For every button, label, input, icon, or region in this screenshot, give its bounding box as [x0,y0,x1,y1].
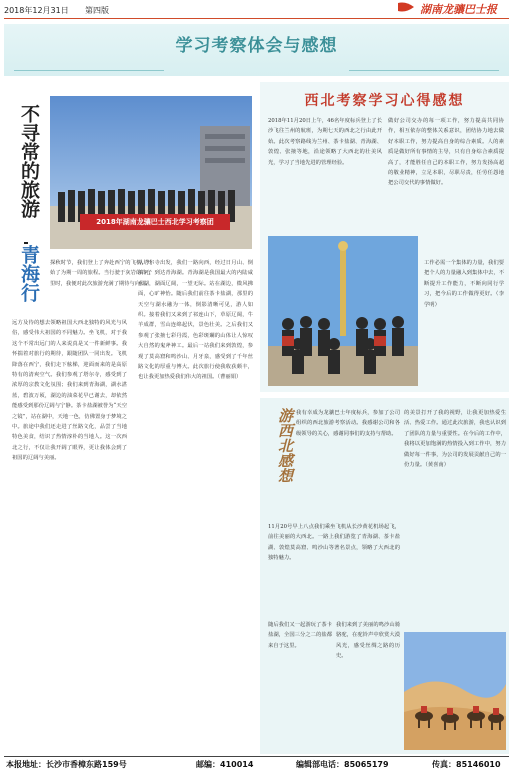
banner-rule-left [14,70,164,71]
masthead-logo [392,1,510,17]
right-bottom-text-4: 随后我们又一起游玩了茶卡盐湖，全国三分之二的盐都来自于这里。 [268,622,332,649]
group-photo [50,96,252,249]
left-article-text-3: 从塔尔寺出发，我们一路向西，经过日月山、倒淌河，到达青海湖。青海湖是我国最大的内陆咸水湖，湖面辽阔，一望无际。站在湖边，微风拂面，心旷神怡。随后我们前往茶卡盐湖，那里的天空与湖水融为一体，倒影清晰可见，游人如织。接着我们又来到了祁连山下，草原辽阔，牛羊成群，雪山连绵起伏，景色壮美。之后我们又参观了张掖七彩丹霞，色彩斑斓的山体让人惊叹大自然的鬼斧神工。最后一站我们来到敦煌，参观了莫高窟和鸣沙山、月牙泉，感受到了千年丝路文化的厚重与博大。此次旅行使我收获颇丰，也让我更加热爱我们伟大的祖国。（曹丽娟） [138,260,253,381]
group-photo-statue [268,236,418,386]
right-bottom-text-3: 11月20号早上八点我们乘坐飞机从长沙黄花机场起飞，前往美丽的大西北。一路上我们游览了青海湖、茶卡盐湖、敦煌莫高窟、鸣沙山等著名景点，领略了大西北的独特魅力。 [268,524,400,562]
right-bottom-text-5: 我们来到了美丽的鸣沙山骑骆驼，在驼铃声中欣赏大漠风光，感受丝绸之路的历史。 [336,622,400,660]
left-article-title: 不寻常的旅游 [18,104,40,218]
camel-desert-photo [404,632,506,750]
photo-banner-caption: 2018年湖南龙骧巴士西北学习考察团 [96,218,214,226]
right-bottom-text-2: 的美景打开了我的视野，让我更加热爱生活、热爱工作。通过此次旅游，我也认识到了团队的力量与重要性。在今后的工作中，我将以更加饱满的热情投入到工作中，努力做好每一件事，为公司的发展贡献自己的一份力量。（黄喜南） [404,410,506,469]
header-rule [4,18,509,19]
right-bottom-title: 游西北感想 [276,408,294,483]
banner-rule-right [349,70,499,71]
title-dash [24,242,28,244]
right-top-title: 西北考察学习心得感想 [304,93,465,109]
footer-address: 本报地址：长沙市香樟东路159号 [6,760,127,769]
footer-fax: 传真：85146010 [432,760,501,769]
right-top-text-1: 2018年11月20日上午，46名年度标兵登上了长沙飞往兰州的航班，为期七天的西北之行由此开始。此次考察路线为兰州、茶卡盐湖、青海湖、敦煌、张掖等地，沿途领略了大西北的壮美风光，学习了当地先进的管理经验。 [268,118,382,166]
footer-phone: 编辑部电话：85065179 [296,760,389,769]
right-top-text-3: 工作必需一个集体的力量，我们要把个人的力量融入到集体中去，不断提升工作能力，不断向同行学习，把今后的工作做得更好。（李学明） [424,260,504,308]
footer-rule [4,756,509,757]
footer-postcode: 邮编：410014 [196,760,254,769]
left-article-text-2: 远方及待的想去领略祖国大西北独特的风光与风俗，感受伟大祖国的不同魅力。坐飞机，对于我这个不常出远门的人来说真是又一件新鲜事。我怀揣着对旅行的期待，跟随团队一同出发。飞机降落在西宁，我们走下舷梯，迎面而来的是高原特有的清爽空气。我们参观了塔尔寺，感受到了浓厚的宗教文化氛围；我们来到青海湖，湖水湛蓝，碧波万顷，湖边的油菜花早已谢去，却依然能感受到那份辽阔与宁静。茶卡盐湖被誉为“天空之镜”，站在湖中，天地一色，仿佛置身于梦境之中。旅途中我们还走进了丝路文化，品尝了当地特色美食，结识了热情淳朴的当地人。这一次西北之行，不仅让我开阔了眼界，更让我体会到了祖国的辽阔与美丽。 [12,320,127,462]
section-title: 学习考察体会与感想 [175,36,338,56]
issue-date: 2018年12月31日 [4,6,69,15]
logo-text: 湖南龙骧巴士报 [420,3,497,16]
left-article-subtitle: 青海行 [18,245,40,302]
right-top-text-2: 做好公司交办的每一项工作，努力提高共同协作，相互依存的整体关系意识，团结协力地去做好本职工作，努力提高自身的综合素质。人的素质是做好所有事情的主导，只有自身综合素质提高了，才能胜任自己的本职工作，努力发扬高超的敬业精神，立足本职，尽职尽责，任劳任怨地把公司交代的事情做好。 [388,118,504,187]
right-bottom-text-1: 我有幸成为龙骧巴士年度标兵，参加了公司组织的西北旅游考察活动。我感谢公司和各级领导的关心，感谢同事们的支持与帮助。 [296,410,400,437]
page-number: 第四版 [85,6,109,15]
left-article-text-1: 探秋时节，我们登上了奔赴西宁的飞机，开始了为期一周的旅程。当行驶于灰岩的古子里时，我便对此次旅游充满了期待与向往。 [50,260,152,287]
